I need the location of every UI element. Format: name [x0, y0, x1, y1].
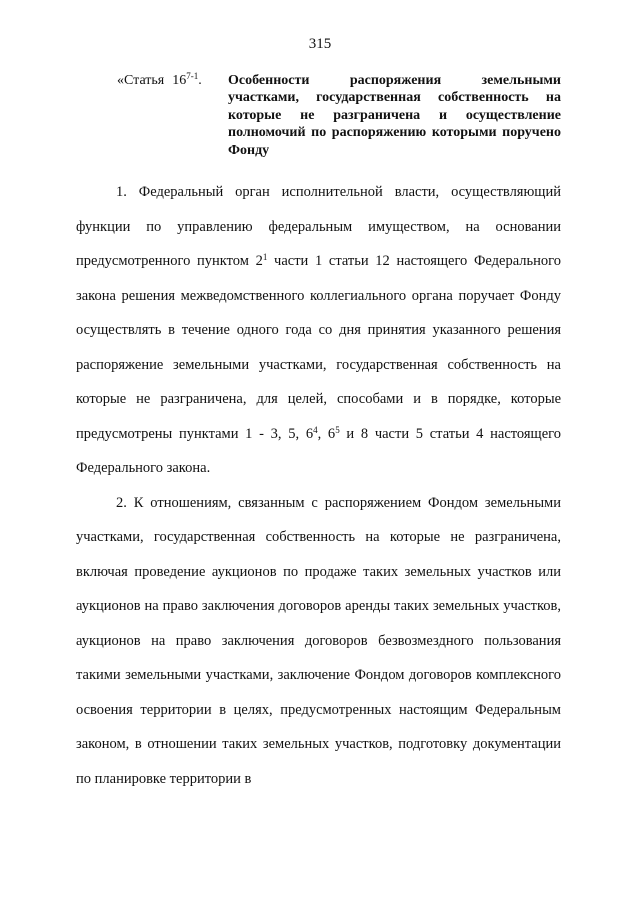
- paragraph-2: [76, 486, 561, 797]
- paragraph-2-text: 2. К отношениям, связанным с распоряжением Фондом земельными участками, государственная собственность на которые не разграничена, включая проведение аукционов по продаже таких земельных участков или аукционов на право заключения договоров аренды таких земельных участков, аукционов на право заключения договоров безвозмездного пользования такими земельными участками, заключение Фондом договоров комплексного освоения территории в целях, предусмотренных настоящим Федеральным законом, в отношении таких земельных участков, подготовку документации по планировке территории в: [76, 494, 561, 787]
- article-label-prefix: «Статья: [117, 73, 165, 88]
- paragraph-1-text-b: части 1 статьи 12 настоящего Федерального закона решения межведомственного коллегиального органа поручает Фонду осуществлять в течение одного года со дня принятия указанного решения распоряжение земельными участками, государственная собственность на которые не разграничена, для целей, способами и в порядке, которые предусмотрены пунктами 1 - 3, 5, 6: [76, 253, 562, 442]
- article-label-suffix: .: [198, 73, 202, 88]
- paragraph-1-text-d: и 8 части 5 статьи 4 настоящего Федерального закона.: [76, 425, 561, 476]
- paragraph-1: [76, 175, 561, 486]
- paragraph-1-sup-b: 4: [313, 424, 318, 435]
- page-number: 315: [308, 36, 332, 52]
- paragraph-1-text-c: , 6: [317, 425, 336, 442]
- article-label-sup: 7-1: [186, 71, 199, 81]
- article-heading: [117, 72, 561, 159]
- article-label-number: 16: [172, 73, 187, 88]
- article-title: Особенности распоряжения земельными участками, государственная собственность на которые не разграничена и осуществление полномочий по распоряжению которыми поручено Фонду: [228, 73, 561, 158]
- paragraph-1-sup-c: 5: [335, 424, 340, 435]
- paragraph-1-sup-a: 1: [262, 252, 268, 262]
- article-body: [76, 175, 561, 796]
- paragraph-1-text-a: 1. Федеральный орган исполнительной власти, осуществляющий функции по управлению федеральным имуществом, на основании предусмотренного пунктом 2: [76, 184, 561, 269]
- article-label: [117, 72, 228, 159]
